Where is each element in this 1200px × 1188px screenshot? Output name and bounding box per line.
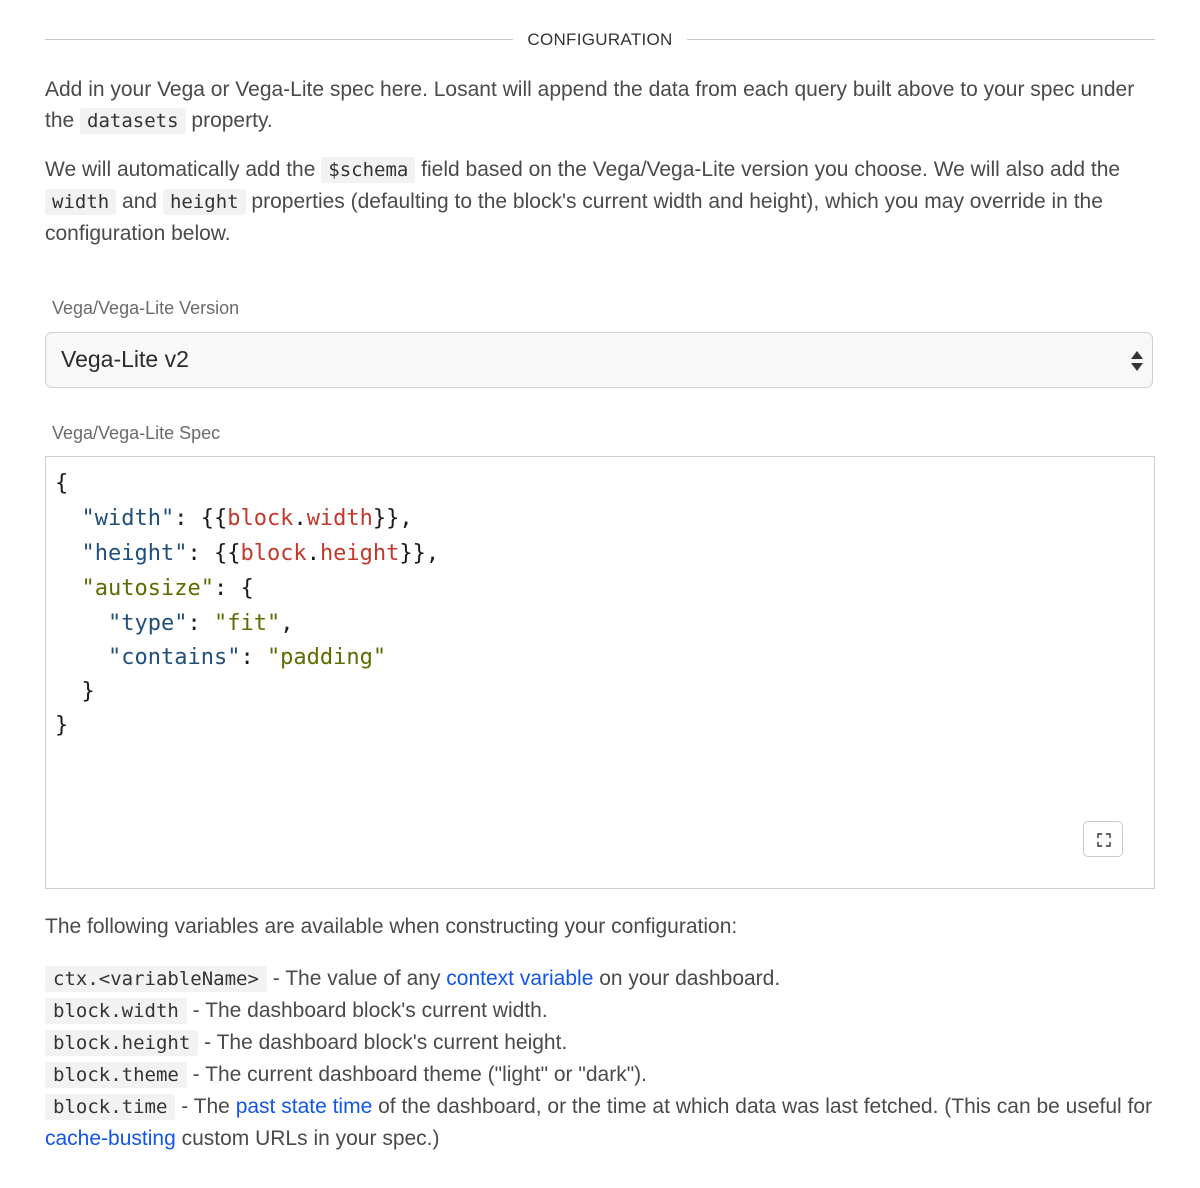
inline-code-datasets: datasets [80,108,186,134]
intro-text: and [122,190,158,213]
variable-description: - The current dashboard theme ("light" or "dark"). [186,1063,647,1086]
code-token: , [280,611,294,636]
code-line [55,506,413,540]
version-field-label: Vega/Vega-Lite Version [52,298,240,318]
divider-line-left [45,39,513,40]
code-token: "fit" [213,611,281,636]
code-line [55,611,293,645]
version-select-value: Vega-Lite v2 [61,346,189,372]
variable-description: - The value of any [266,967,447,990]
variable-description: - The dashboard block's current height. [198,1031,568,1054]
select-arrows-icon [1130,349,1144,373]
context-variable-link[interactable]: context variable [446,967,594,990]
cache-busting-link[interactable]: cache-busting [45,1127,176,1150]
code-line [55,576,254,610]
code-token: } [81,679,95,704]
intro-text: We will automatically add the [45,158,316,181]
section-divider [45,24,1155,56]
code-token: { [55,471,69,496]
code-token: }}, [372,506,413,531]
intro-text: field based on the Vega/Vega-Lite version you choose. We will also add the [421,158,1121,181]
code-line [55,645,386,679]
code-token: height [319,541,400,566]
variables-intro: The following variables are available when constructing your configuration: [45,915,738,938]
code-token: block [227,506,294,531]
variable-description: of the dashboard, or the time at which data was last fetched. (This can be useful for [372,1095,1153,1118]
code-token: : {{ [174,506,228,531]
code-token: "padding" [266,645,387,670]
code-token: width [306,506,373,531]
variable-code: block.width [45,998,187,1024]
code-token: "type" [107,611,188,636]
version-select[interactable] [45,332,1153,388]
intro-paragraph-2 [45,154,1157,249]
variable-item [45,1091,1157,1154]
variable-item [45,1059,1157,1091]
code-token: "autosize" [81,576,214,601]
past-state-time-link[interactable]: past state time [235,1095,373,1118]
code-line [55,541,439,575]
code-token: : {{ [187,541,241,566]
expand-icon [1097,833,1111,847]
code-token: } [55,713,69,738]
code-line [55,713,68,747]
variable-code: block.time [45,1094,175,1120]
inline-code-height: height [163,189,246,215]
code-token: block [240,541,307,566]
code-token: . [306,541,320,566]
variable-description: custom URLs in your spec.) [175,1127,440,1150]
variable-code: block.height [45,1030,198,1056]
code-token: }}, [399,541,440,566]
variables-list [45,963,1157,1154]
section-title: CONFIGURATION [527,30,673,49]
inline-code-schema: $schema [321,157,415,183]
code-line [55,471,68,505]
expand-editor-button[interactable] [1083,821,1123,857]
spec-code-editor[interactable] [45,456,1155,889]
code-token: : { [213,576,254,601]
variable-description: - The [175,1095,236,1118]
variable-code: ctx.<variableName> [45,966,267,992]
inline-code-width: width [45,189,116,215]
code-token: "width" [81,506,175,531]
intro-text: Add in your Vega or Vega-Lite spec here. Losant will append the data from each query built above to your spec under the [45,78,1135,132]
spec-field-label: Vega/Vega-Lite Spec [52,423,221,443]
code-token: "contains" [107,645,241,670]
variable-code: block.theme [45,1062,187,1088]
intro-text: properties (defaulting to the block's current width and height), which you may override in the configuration below. [45,190,1103,245]
variable-description: on your dashboard. [593,967,781,990]
variable-item [45,1027,1157,1059]
intro-text: property. [191,109,273,132]
code-token: "height" [81,541,188,566]
divider-line-right [687,39,1155,40]
code-line [55,679,95,713]
intro-paragraph-1 [45,74,1157,137]
variable-item [45,963,1157,995]
variable-item [45,995,1157,1027]
variable-description: - The dashboard block's current width. [186,999,548,1022]
code-token: . [293,506,307,531]
code-token: : [240,645,267,670]
code-token: : [187,611,214,636]
